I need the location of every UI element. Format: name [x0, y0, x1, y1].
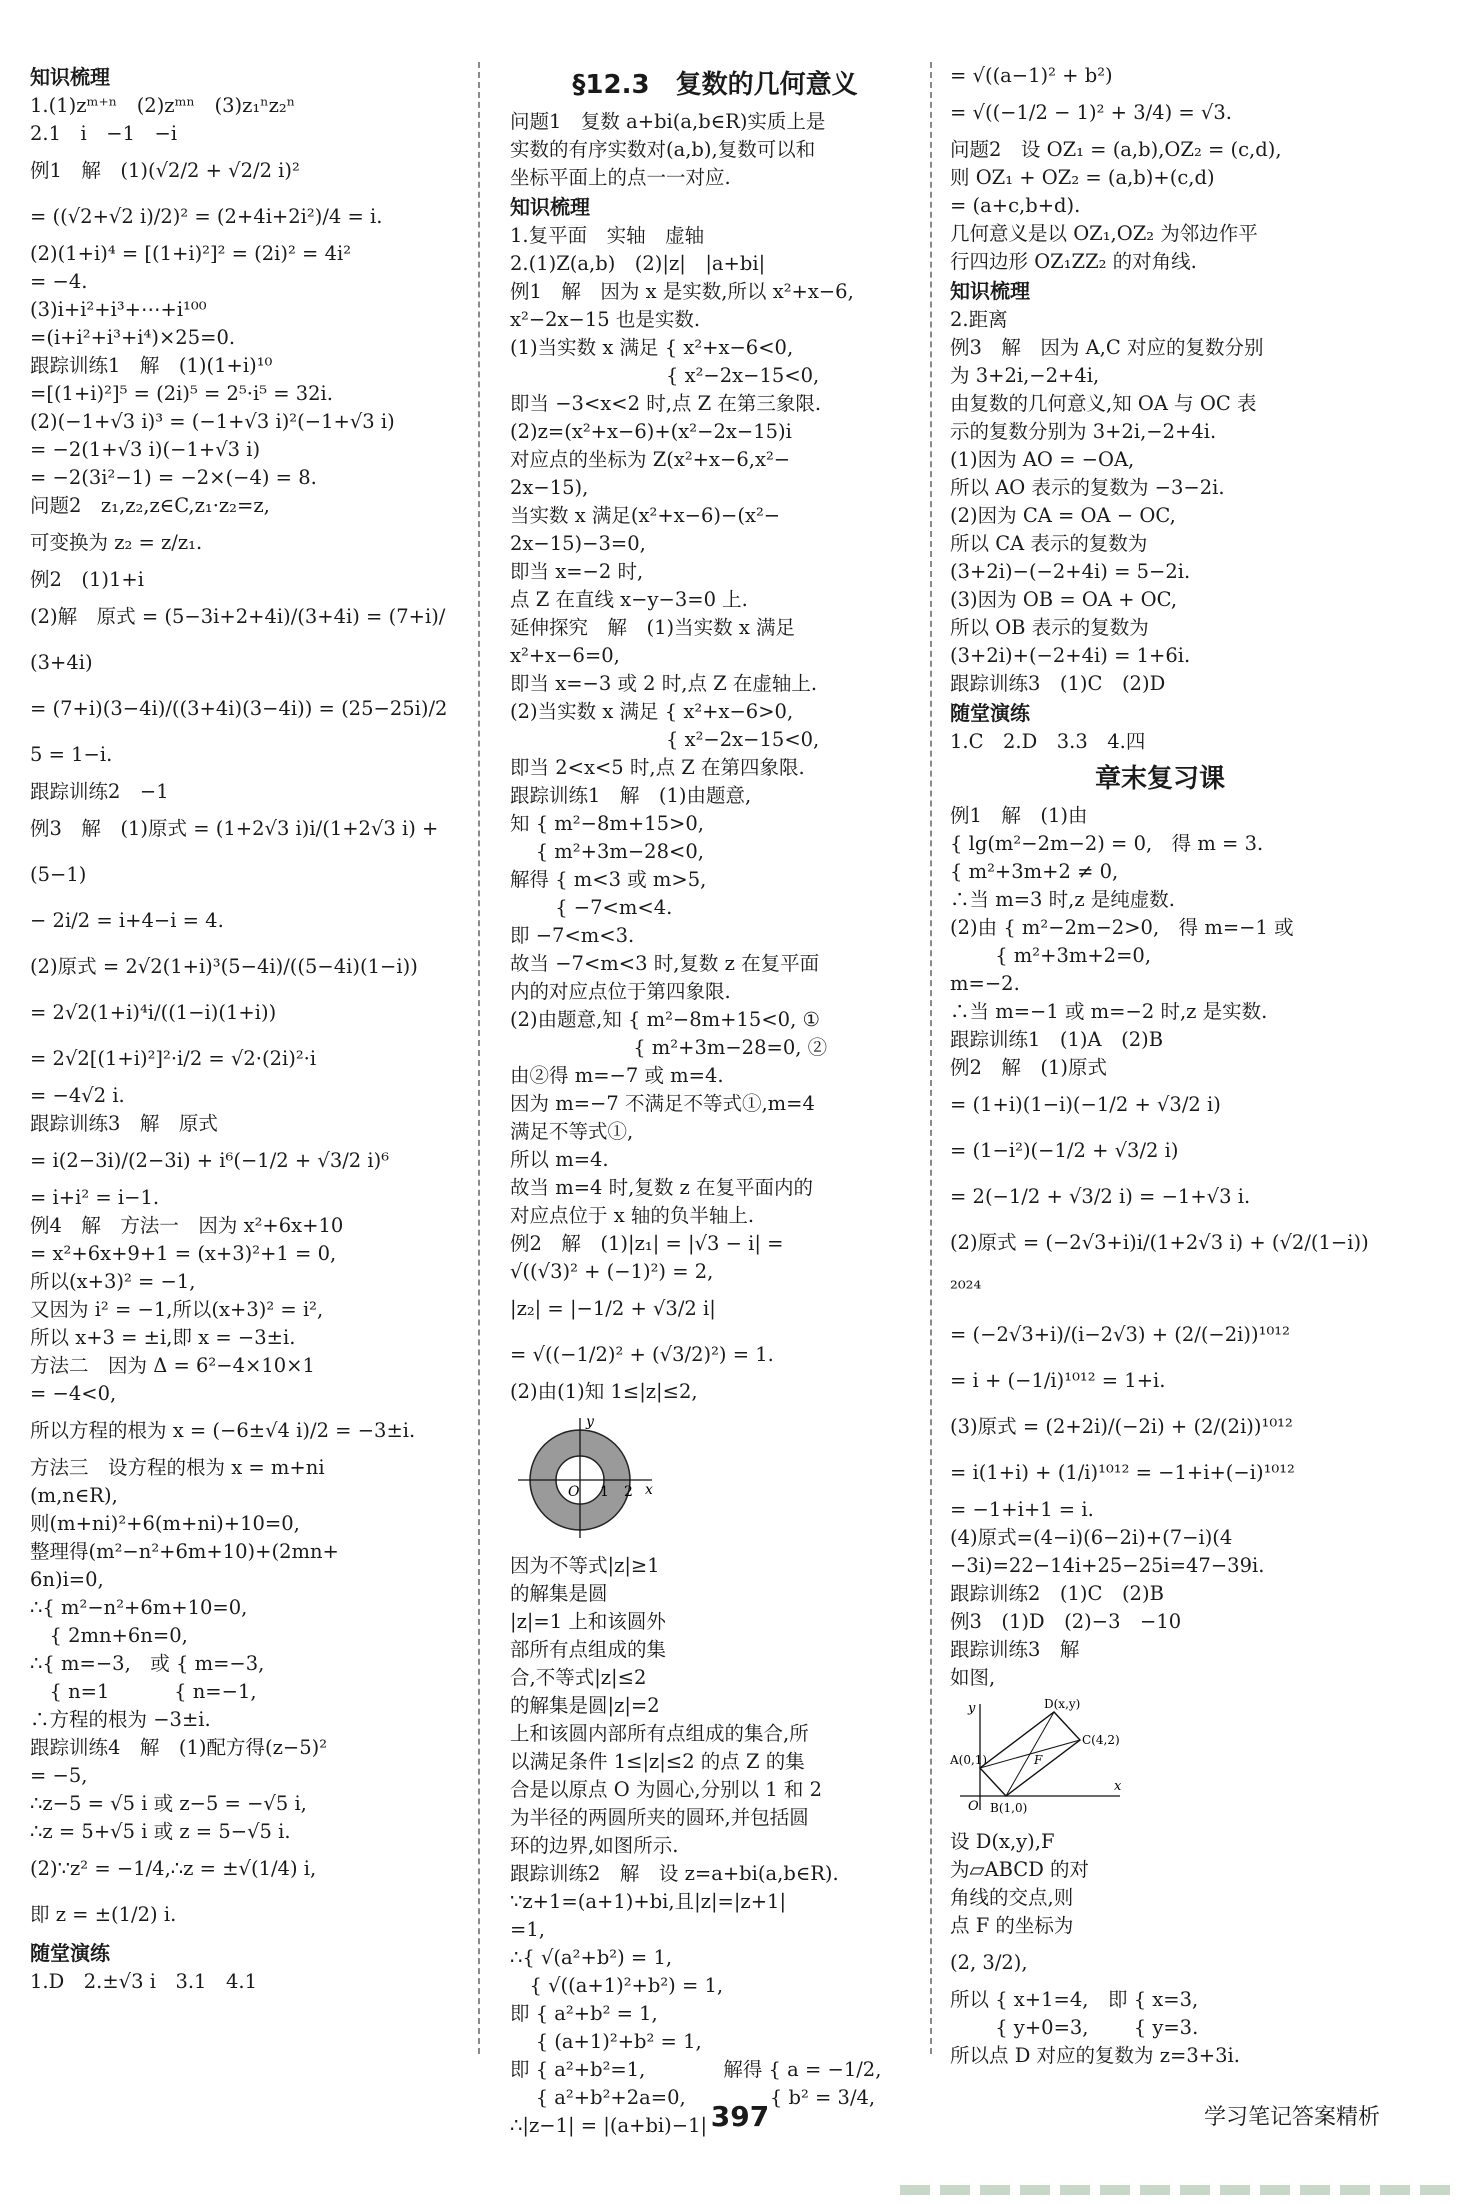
text-line: 1.(1)zᵐ⁺ⁿ (2)zᵐⁿ (3)z₁ⁿz₂ⁿ: [30, 94, 296, 117]
text-line: = i+i² = i−1.: [30, 1186, 160, 1209]
text-line: { m²+3m+2=0,: [950, 944, 1152, 967]
text-line: =[(1+i)²]⁵ = (2i)⁵ = 2⁵·i⁵ = 32i.: [30, 382, 333, 405]
text-line: 问题2 z₁,z₂,z∈C,z₁·z₂=z,: [30, 494, 270, 517]
text-line: { √((a+1)²+b²) = 1,: [510, 1974, 724, 1997]
text-line: 例2 解 (1)|z₁| = |√3 − i| =: [510, 1232, 784, 1255]
text-line: 跟踪训练2 −1: [30, 780, 169, 803]
text-line: 为半径的两圆所夹的圆环,并包括圆: [510, 1806, 809, 1829]
text-line: −3i)=22−14i+25−25i=47−39i.: [950, 1554, 1265, 1577]
page-number: 397: [710, 2100, 770, 2133]
text-line: (2)原式 = (−2√3+i)i/(1+2√3 i) + (√2/(1−i))²⁰²⁴: [950, 1231, 1369, 1300]
text-line: 例4 解 方法一 因为 x²+6x+10: [30, 1214, 344, 1237]
text-line: 解得 { m<3 或 m>5,: [510, 868, 707, 891]
text-line: 可变换为 z₂ = z/z₁.: [30, 531, 203, 554]
text-line: 所以 CA 表示的复数为: [950, 532, 1148, 555]
text-line: ∴当 m=−1 或 m=−2 时,z 是实数.: [950, 1000, 1268, 1023]
text-line: = −2(3i²−1) = −2×(−4) = 8.: [30, 466, 317, 489]
axis-label-y: y: [586, 1414, 594, 1430]
text-line: { y+0=3, { y=3.: [950, 2016, 1199, 2039]
text-line: = (−2√3+i)/(i−2√3) + (2/(−2i))¹⁰¹²: [950, 1323, 1290, 1346]
text-line: = 2√2[(1+i)²]²·i/2 = √2·(2i)²·i: [30, 1047, 317, 1070]
point-d-label: D(x,y): [1044, 1697, 1081, 1711]
text-line: ∵z+1=(a+1)+bi,且|z|=|z+1|: [510, 1890, 787, 1913]
text-line: 整理得(m²−n²+6m+10)+(2mn+: [30, 1540, 339, 1563]
text-line: 如图,: [950, 1666, 996, 1689]
point-b-label: B(1,0): [990, 1801, 1028, 1815]
text-line: 2.1 i −1 −i: [30, 122, 178, 145]
parallelogram-figure: [950, 1698, 1370, 1822]
text-line: =1,: [510, 1918, 545, 1941]
text-line: 合,不等式|z|≤2: [510, 1666, 647, 1689]
text-line: 所以 m=4.: [510, 1148, 609, 1171]
annulus-diagram: [510, 1412, 660, 1542]
text-line: 方法三 设方程的根为 x = m+ni: [30, 1456, 325, 1479]
section-heading: 知识梳理: [30, 65, 110, 89]
section-title: 章末复习课: [1094, 764, 1225, 794]
text-line: |z₂| = |−1/2 + √3/2 i|: [510, 1297, 716, 1320]
text-line: 所以方程的根为 x = (−6±√4 i)/2 = −3±i.: [30, 1419, 416, 1442]
point-a-label: A(0,1): [950, 1753, 988, 1767]
text-line: 满足不等式①,: [510, 1120, 634, 1143]
text-line: 跟踪训练1 解 (1)(1+i)¹⁰: [30, 354, 273, 377]
section-heading: 知识梳理: [510, 195, 590, 219]
text-line: (3)i+i²+i³+⋯+i¹⁰⁰: [30, 298, 207, 321]
text-line: { m²+3m+2 ≠ 0,: [950, 860, 1119, 883]
text-line: 例2 解 (1)原式: [950, 1056, 1108, 1079]
text-line: (3)原式 = (2+2i)/(−2i) + (2/(2i))¹⁰¹²: [950, 1415, 1293, 1438]
text-line: 由复数的几何意义,知 OA 与 OC 表: [950, 392, 1257, 415]
text-line: (2)由 { m²−2m−2>0, 得 m=−1 或: [950, 916, 1294, 939]
text-line: 因为 m=−7 不满足不等式①,m=4: [510, 1092, 815, 1115]
text-line: 即 { a²+b²=1, 解得 { a = −1/2,: [510, 2058, 882, 2081]
text-line: = √((−1/2 − 1)² + 3/4) = √3.: [950, 101, 1232, 124]
axis-label-x: x: [645, 1482, 653, 1498]
section-heading: 随堂演练: [950, 701, 1030, 725]
text-line: 例2 (1)1+i: [30, 568, 145, 591]
text-line: |z|=1 上和该圆外: [510, 1610, 666, 1633]
text-line: 即当 x=−2 时,: [510, 560, 644, 583]
text-line: = √((a−1)² + b²): [950, 64, 1113, 87]
text-line: = x²+6x+9+1 = (x+3)²+1 = 0,: [30, 1242, 337, 1265]
text-line: { −7<m<4.: [510, 896, 673, 919]
text-line: 跟踪训练1 (1)A (2)B: [950, 1028, 1164, 1051]
text-line: = −2(1+√3 i)(−1+√3 i): [30, 438, 261, 461]
text-line: = i(2−3i)/(2−3i) + i⁶(−1/2 + √3/2 i)⁶: [30, 1149, 390, 1172]
text-line: = −5,: [30, 1764, 88, 1787]
radius-2-label: 2: [624, 1484, 633, 1500]
point-f-label: F: [1034, 1753, 1043, 1767]
text-line: = −1+i+1 = i.: [950, 1498, 1094, 1521]
text-line: x²−2x−15 也是实数.: [510, 308, 701, 331]
text-line: 例3 解 (1)原式 = (1+2√3 i)i/(1+2√3 i) + (5−1): [30, 817, 445, 886]
point-c-label: C(4,2): [1082, 1733, 1120, 1747]
text-line: ∴方程的根为 −3±i.: [30, 1708, 211, 1731]
text-line: ∴{ m=−3, 或 { m=−3,: [30, 1652, 265, 1675]
text-line: 2.距离: [950, 308, 1008, 331]
text-line: 所以点 D 对应的复数为 z=3+3i.: [950, 2044, 1240, 2067]
text-line: (m,n∈R),: [30, 1484, 118, 1507]
text-line: 故当 −7<m<3 时,复数 z 在复平面: [510, 952, 820, 975]
text-line: x²+x−6=0,: [510, 644, 620, 667]
text-line: (2)因为 CA = OA − OC,: [950, 504, 1176, 527]
text-line: ∴{ √(a²+b²) = 1,: [510, 1946, 673, 1969]
text-line: (2)原式 = 2√2(1+i)³(5−4i)/((5−4i)(1−i)): [30, 955, 418, 978]
text-line: 合是以原点 O 为圆心,分别以 1 和 2: [510, 1778, 822, 1801]
text-line: 例3 (1)D (2)−3 −10: [950, 1610, 1182, 1633]
annulus-figure: [510, 1412, 920, 1546]
text-line: ∴z−5 = √5 i 或 z−5 = −√5 i,: [30, 1792, 307, 1815]
text-line: 实数的有序实数对(a,b),复数可以和: [510, 138, 816, 161]
text-line: ∴|z−1| = |(a+bi)−1|: [510, 2114, 708, 2137]
text-line: 角线的交点,则: [950, 1886, 1074, 1909]
text-line: 坐标平面上的点一一对应.: [510, 166, 731, 189]
text-line: 问题2 设 OZ₁ = (a,b),OZ₂ = (c,d),: [950, 138, 1282, 161]
text-line: = 2(−1/2 + √3/2 i) = −1+√3 i.: [950, 1185, 1251, 1208]
text-line: 示的复数分别为 3+2i,−2+4i.: [950, 420, 1217, 443]
radius-1-label: 1: [600, 1484, 609, 1500]
text-line: 2x−15)−3=0,: [510, 532, 646, 555]
text-line: 即 { a²+b² = 1,: [510, 2002, 658, 2025]
text-line: (2)由(1)知 1≤|z|≤2,: [510, 1380, 698, 1403]
text-line: ∴{ m²−n²+6m+10=0,: [30, 1596, 248, 1619]
text-line: 所以 x+3 = ±i,即 x = −3±i.: [30, 1326, 296, 1349]
page-edge-strip: [900, 2185, 1460, 2195]
text-line: { m²+3m−28<0,: [510, 840, 704, 863]
text-line: 所以 OB 表示的复数为: [950, 616, 1149, 639]
text-line: (2)(1+i)⁴ = [(1+i)²]² = (2i)² = 4i²: [30, 242, 352, 265]
text-line: 则(m+ni)²+6(m+ni)+10=0,: [30, 1512, 300, 1535]
text-line: = −4.: [30, 270, 88, 293]
column-right: [950, 62, 1370, 2067]
text-line: (2, 3/2),: [950, 1951, 1028, 1974]
text-line: = −4<0,: [30, 1382, 117, 1405]
text-line: 知 { m²−8m+15>0,: [510, 812, 704, 835]
text-line: { x²−2x−15<0,: [510, 728, 820, 751]
section-heading: 知识梳理: [950, 279, 1030, 303]
text-line: = (1+i)(1−i)(−1/2 + √3/2 i): [950, 1093, 1221, 1116]
text-line: = i + (−1/i)¹⁰¹² = 1+i.: [950, 1369, 1166, 1392]
text-line: (4)原式=(4−i)(6−2i)+(7−i)(4: [950, 1526, 1233, 1549]
text-line: (2)z=(x²+x−6)+(x²−2x−15)i: [510, 420, 792, 443]
column-divider: [930, 62, 932, 2054]
text-line: 延伸探究 解 (1)当实数 x 满足: [510, 616, 796, 639]
text-line: 即 z = ±(1/2) i.: [30, 1903, 177, 1926]
text-line: 跟踪训练3 (1)C (2)D: [950, 672, 1166, 695]
text-line: 1.D 2.±√3 i 3.1 4.1: [30, 1970, 257, 1993]
text-line: (3)因为 OB = OA + OC,: [950, 588, 1178, 611]
text-line: 行四边形 OZ₁ZZ₂ 的对角线.: [950, 250, 1197, 273]
text-line: 则 OZ₁ + OZ₂ = (a,b)+(c,d): [950, 166, 1215, 189]
text-line: 跟踪训练3 解: [950, 1638, 1080, 1661]
text-line: = −4√2 i.: [30, 1084, 125, 1107]
column-left: [30, 62, 450, 2054]
text-line: ∴当 m=3 时,z 是纯虚数.: [950, 888, 1176, 911]
text-line: { lg(m²−2m−2) = 0, 得 m = 3.: [950, 832, 1264, 855]
text-line: 跟踪训练2 (1)C (2)B: [950, 1582, 1164, 1605]
text-line: 由②得 m=−7 或 m=4.: [510, 1064, 724, 1087]
text-line: = 2√2(1+i)⁴i/((1−i)(1+i)): [30, 1001, 277, 1024]
text-line: = (1−i²)(−1/2 + √3/2 i): [950, 1139, 1179, 1162]
text-line: { n=1 { n=−1,: [30, 1680, 257, 1703]
text-line: 对应点的坐标为 Z(x²+x−6,x²−: [510, 448, 791, 471]
text-line: { x²−2x−15<0,: [510, 364, 820, 387]
text-line: 跟踪训练3 解 原式: [30, 1112, 218, 1135]
text-line: 部所有点组成的集: [510, 1638, 667, 1661]
text-line: 跟踪训练2 解 设 z=a+bi(a,b∈R).: [510, 1862, 839, 1885]
text-line: = (7+i)(3−4i)/((3+4i)(3−4i)) = (25−25i)/25 = 1−i.: [30, 697, 448, 766]
origin-label: O: [568, 1484, 580, 1500]
text-line: = (a+c,b+d).: [950, 194, 1081, 217]
axis-label-x: x: [1114, 1779, 1122, 1794]
text-line: 环的边界,如图所示.: [510, 1834, 679, 1857]
text-line: 所以(x+3)² = −1,: [30, 1270, 196, 1293]
text-line: 6n)i=0,: [30, 1568, 104, 1591]
text-line: { a²+b²+2a=0, { b² = 3/4,: [510, 2086, 876, 2109]
text-line: { 2mn+6n=0,: [30, 1624, 188, 1647]
text-line: 几何意义是以 OZ₁,OZ₂ 为邻边作平: [950, 222, 1258, 245]
text-line: 例1 解 (1)由: [950, 804, 1088, 827]
text-line: 的解集是圆: [510, 1582, 608, 1605]
text-line: 例1 解 因为 x 是实数,所以 x²+x−6,: [510, 280, 854, 303]
text-line: (2)解 原式 = (5−3i+2+4i)/(3+4i) = (7+i)/(3+4i): [30, 605, 446, 674]
text-line: 2.(1)Z(a,b) (2)|z| |a+bi|: [510, 252, 766, 275]
text-line: ∴z = 5+√5 i 或 z = 5−√5 i.: [30, 1820, 291, 1843]
column-divider: [478, 62, 480, 2054]
section-title: §12.3 复数的几何意义: [572, 70, 858, 100]
text-line: (1)当实数 x 满足 { x²+x−6<0,: [510, 336, 794, 359]
text-line: (2)由题意,知 { m²−8m+15<0, ①: [510, 1008, 820, 1031]
text-line: (3+2i)+(−2+4i) = 1+6i.: [950, 644, 1191, 667]
text-line: 即当 2<x<5 时,点 Z 在第四象限.: [510, 756, 805, 779]
text-line: 内的对应点位于第四象限.: [510, 980, 731, 1003]
text-line: 1.C 2.D 3.3 4.四: [950, 730, 1146, 753]
text-line: (2)(−1+√3 i)³ = (−1+√3 i)²(−1+√3 i): [30, 410, 395, 433]
text-line: √((√3)² + (−1)²) = 2,: [510, 1260, 714, 1283]
text-line: 故当 m=4 时,复数 z 在复平面内的: [510, 1176, 814, 1199]
text-line: 1.复平面 实轴 虚轴: [510, 224, 705, 247]
text-line: = √((−1/2)² + (√3/2)²) = 1.: [510, 1343, 774, 1366]
text-line: (2)∵z² = −1/4,∴z = ±√(1/4) i,: [30, 1857, 317, 1880]
text-line: m=−2.: [950, 972, 1020, 995]
text-line: 即当 x=−3 或 2 时,点 Z 在虚轴上.: [510, 672, 818, 695]
text-line: 当实数 x 满足(x²+x−6)−(x²−: [510, 504, 781, 527]
text-line: 的解集是圆|z|=2: [510, 1694, 660, 1717]
footer-title: 学习笔记答案精析: [1203, 2105, 1380, 2130]
text-line: 即 −7<m<3.: [510, 924, 635, 947]
text-line: (2)当实数 x 满足 { x²+x−6>0,: [510, 700, 794, 723]
text-line: =(i+i²+i³+i⁴)×25=0.: [30, 326, 236, 349]
text-line: 即当 −3<x<2 时,点 Z 在第三象限.: [510, 392, 822, 415]
text-line: 方法二 因为 Δ = 6²−4×10×1: [30, 1354, 315, 1377]
text-line: 点 F 的坐标为: [950, 1914, 1074, 1937]
text-line: 以满足条件 1≤|z|≤2 的点 Z 的集: [510, 1750, 805, 1773]
origin-label: O: [968, 1799, 979, 1814]
text-line: = ((√2+√2 i)/2)² = (2+4i+2i²)/4 = i.: [30, 205, 383, 228]
parallelogram-diagram: [950, 1698, 1130, 1818]
text-line: 跟踪训练4 解 (1)配方得(z−5)²: [30, 1736, 328, 1759]
text-line: 例1 解 (1)(√2/2 + √2/2 i)²: [30, 159, 300, 182]
text-line: 上和该圆内部所有点组成的集合,所: [510, 1722, 809, 1745]
text-line: − 2i/2 = i+4−i = 4.: [30, 909, 224, 932]
axis-label-y: y: [968, 1701, 976, 1716]
text-line: 问题1 复数 a+bi(a,b∈R)实质上是: [510, 110, 826, 133]
text-line: { m²+3m−28=0, ②: [510, 1036, 828, 1059]
text-line: 又因为 i² = −1,所以(x+3)² = i²,: [30, 1298, 324, 1321]
text-line: 例3 解 因为 A,C 对应的复数分别: [950, 336, 1264, 359]
section-heading: 随堂演练: [30, 1941, 110, 1965]
text-line: 跟踪训练1 解 (1)由题意,: [510, 784, 752, 807]
text-line: 设 D(x,y),F: [950, 1830, 1055, 1853]
text-line: = i(1+i) + (1/i)¹⁰¹² = −1+i+(−i)¹⁰¹²: [950, 1461, 1295, 1484]
text-line: 为▱ABCD 的对: [950, 1858, 1090, 1881]
text-line: 为 3+2i,−2+4i,: [950, 364, 1100, 387]
text-line: 对应点位于 x 轴的负半轴上.: [510, 1204, 755, 1227]
text-line: 2x−15),: [510, 476, 589, 499]
text-line: 因为不等式|z|≥1: [510, 1554, 660, 1577]
text-line: (1)因为 AO = −OA,: [950, 448, 1135, 471]
text-line: 点 Z 在直线 x−y−3=0 上.: [510, 588, 748, 611]
text-line: 所以 { x+1=4, 即 { x=3,: [950, 1988, 1199, 2011]
text-line: 所以 AO 表示的复数为 −3−2i.: [950, 476, 1225, 499]
text-line: (3+2i)−(−2+4i) = 5−2i.: [950, 560, 1191, 583]
text-line: { (a+1)²+b² = 1,: [510, 2030, 702, 2053]
